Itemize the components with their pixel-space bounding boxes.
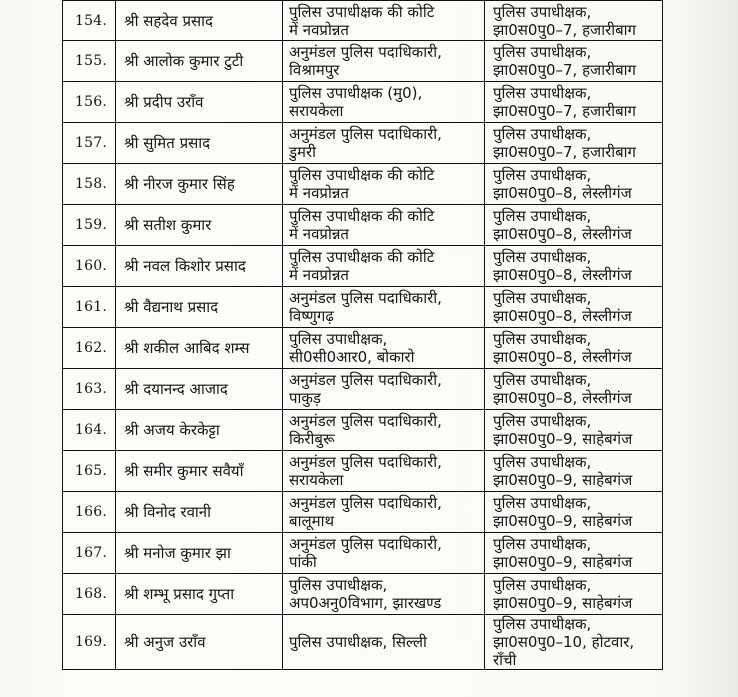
current-post-cell: अनुमंडल पुलिस पदाधिकारी, पांकी	[283, 533, 485, 574]
serial-number-cell: 162.	[63, 328, 116, 369]
posting-table-wrap	[62, 0, 662, 670]
current-post-cell: पुलिस उपाधीक्षक की कोटि में नवप्रोन्नत	[283, 164, 485, 205]
new-posting-cell: पुलिस उपाधीक्षक, झा0स0पु0–10, होटवार, राँची	[485, 615, 663, 670]
serial-number-cell: 157.	[63, 123, 116, 164]
officer-name-cell: श्री दयानन्द आजाद	[116, 369, 283, 410]
new-posting-cell: पुलिस उपाधीक्षक, झा0स0पु0–9, साहेबगंज	[485, 492, 663, 533]
new-posting-cell: पुलिस उपाधीक्षक, झा0स0पु0–8, लेस्लीगंज	[485, 369, 663, 410]
new-posting-cell: पुलिस उपाधीक्षक, झा0स0पु0–9, साहेबगंज	[485, 451, 663, 492]
officer-name-cell: श्री अजय केरकेट्टा	[116, 410, 283, 451]
serial-number-cell: 159.	[63, 205, 116, 246]
serial-number-cell: 169.	[63, 615, 116, 670]
table-row	[63, 123, 663, 164]
current-post-cell: पुलिस उपाधीक्षक, सी0सी0आर0, बोकारो	[283, 328, 485, 369]
new-posting-cell: पुलिस उपाधीक्षक, झा0स0पु0–8, लेस्लीगंज	[485, 328, 663, 369]
serial-number-cell: 154.	[63, 1, 116, 41]
officer-name-cell: श्री विनोद रवानी	[116, 492, 283, 533]
new-posting-cell: पुलिस उपाधीक्षक, झा0स0पु0–7, हजारीबाग	[485, 41, 663, 82]
table-row	[63, 533, 663, 574]
new-posting-cell: पुलिस उपाधीक्षक, झा0स0पु0–7, हजारीबाग	[485, 82, 663, 123]
new-posting-cell: पुलिस उपाधीक्षक, झा0स0पु0–9, साहेबगंज	[485, 410, 663, 451]
table-row	[63, 492, 663, 533]
new-posting-cell: पुलिस उपाधीक्षक, झा0स0पु0–9, साहेबगंज	[485, 574, 663, 615]
posting-table	[62, 0, 663, 670]
serial-number-cell: 168.	[63, 574, 116, 615]
current-post-cell: पुलिस उपाधीक्षक, सिल्ली	[283, 615, 485, 670]
serial-number-cell: 161.	[63, 287, 116, 328]
officer-name-cell: श्री नीरज कुमार सिंह	[116, 164, 283, 205]
table-row	[63, 410, 663, 451]
officer-name-cell: श्री सुमित प्रसाद	[116, 123, 283, 164]
officer-name-cell: श्री आलोक कुमार टुटी	[116, 41, 283, 82]
officer-name-cell: श्री नवल किशोर प्रसाद	[116, 246, 283, 287]
officer-name-cell: श्री अनुज उराँव	[116, 615, 283, 670]
serial-number-cell: 158.	[63, 164, 116, 205]
current-post-cell: अनुमंडल पुलिस पदाधिकारी, किरीबुरू	[283, 410, 485, 451]
new-posting-cell: पुलिस उपाधीक्षक, झा0स0पु0–7, हजारीबाग	[485, 1, 663, 41]
serial-number-cell: 165.	[63, 451, 116, 492]
new-posting-cell: पुलिस उपाधीक्षक, झा0स0पु0–7, हजारीबाग	[485, 123, 663, 164]
officer-name-cell: श्री शकील आबिद शम्स	[116, 328, 283, 369]
current-post-cell: अनुमंडल पुलिस पदाधिकारी, डुमरी	[283, 123, 485, 164]
current-post-cell: पुलिस उपाधीक्षक (मु0), सरायकेला	[283, 82, 485, 123]
table-row	[63, 164, 663, 205]
page-edge-shadow	[683, 0, 738, 697]
officer-name-cell: श्री शम्भू प्रसाद गुप्ता	[116, 574, 283, 615]
table-row	[63, 369, 663, 410]
current-post-cell: पुलिस उपाधीक्षक की कोटि में नवप्रोन्नत	[283, 1, 485, 41]
current-post-cell: पुलिस उपाधीक्षक की कोटि में नवप्रोन्नत	[283, 205, 485, 246]
officer-name-cell: श्री वैद्यनाथ प्रसाद	[116, 287, 283, 328]
table-row	[63, 205, 663, 246]
table-row	[63, 615, 663, 670]
table-row	[63, 328, 663, 369]
table-row	[63, 246, 663, 287]
new-posting-cell: पुलिस उपाधीक्षक, झा0स0पु0–8, लेस्लीगंज	[485, 287, 663, 328]
new-posting-cell: पुलिस उपाधीक्षक, झा0स0पु0–8, लेस्लीगंज	[485, 164, 663, 205]
serial-number-cell: 156.	[63, 82, 116, 123]
current-post-cell: अनुमंडल पुलिस पदाधिकारी, पाकुड़	[283, 369, 485, 410]
officer-name-cell: श्री समीर कुमार सवैयाँ	[116, 451, 283, 492]
current-post-cell: पुलिस उपाधीक्षक, अप0अनु0विभाग, झारखण्ड	[283, 574, 485, 615]
table-row	[63, 82, 663, 123]
officer-name-cell: श्री मनोज कुमार झा	[116, 533, 283, 574]
current-post-cell: अनुमंडल पुलिस पदाधिकारी, विष्णुगढ़	[283, 287, 485, 328]
table-row	[63, 41, 663, 82]
new-posting-cell: पुलिस उपाधीक्षक, झा0स0पु0–9, साहेबगंज	[485, 533, 663, 574]
officer-name-cell: श्री सहदेव प्रसाद	[116, 1, 283, 41]
officer-name-cell: श्री सतीश कुमार	[116, 205, 283, 246]
current-post-cell: अनुमंडल पुलिस पदाधिकारी, सरायकेला	[283, 451, 485, 492]
table-row	[63, 287, 663, 328]
table-row	[63, 451, 663, 492]
serial-number-cell: 155.	[63, 41, 116, 82]
posting-table-body	[63, 1, 663, 670]
serial-number-cell: 163.	[63, 369, 116, 410]
serial-number-cell: 167.	[63, 533, 116, 574]
current-post-cell: अनुमंडल पुलिस पदाधिकारी, बालूमाथ	[283, 492, 485, 533]
table-row	[63, 574, 663, 615]
serial-number-cell: 160.	[63, 246, 116, 287]
current-post-cell: पुलिस उपाधीक्षक की कोटि में नवप्रोन्नत	[283, 246, 485, 287]
new-posting-cell: पुलिस उपाधीक्षक, झा0स0पु0–8, लेस्लीगंज	[485, 205, 663, 246]
serial-number-cell: 164.	[63, 410, 116, 451]
new-posting-cell: पुलिस उपाधीक्षक, झा0स0पु0–8, लेस्लीगंज	[485, 246, 663, 287]
officer-name-cell: श्री प्रदीप उराँव	[116, 82, 283, 123]
serial-number-cell: 166.	[63, 492, 116, 533]
table-row	[63, 1, 663, 41]
current-post-cell: अनुमंडल पुलिस पदाधिकारी, विश्रामपुर	[283, 41, 485, 82]
